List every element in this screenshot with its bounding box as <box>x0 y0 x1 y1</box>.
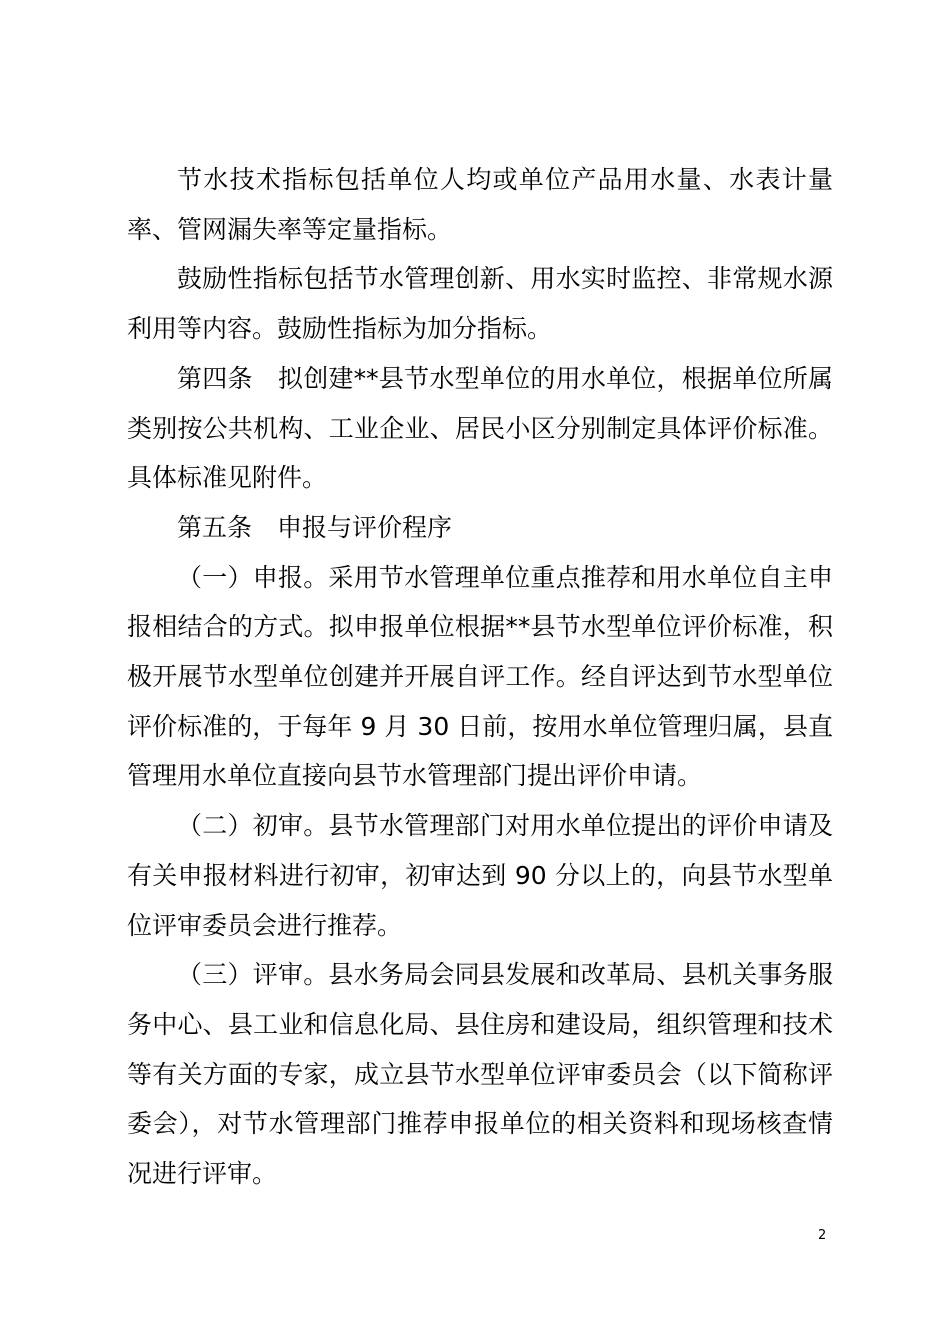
document-body <box>127 155 833 1199</box>
paragraph-application: （一）申报。采用节水管理单位重点推荐和用水单位自主申报相结合的方式。拟申报单位根据**县节水型单位评价标准，积极开展节水型单位创建并开展自评工作。经自评达到节水型单位评价标准的，于每年 9 月 30 日前，按用水单位管理归属，县直管理用水单位直接向县节水管理部门提出评价申请。 <box>127 562 833 791</box>
paragraph-preliminary-review: （二）初审。县节水管理部门对用水单位提出的评价申请及有关申报材料进行初审，初审达到 90 分以上的，向县节水型单位评审委员会进行推荐。 <box>127 811 833 940</box>
paragraph-incentive-indicators: 鼓励性指标包括节水管理创新、用水实时监控、非常规水源利用等内容。鼓励性指标为加分指标。 <box>127 264 833 344</box>
paragraph-water-saving-technical-indicators: 节水技术指标包括单位人均或单位产品用水量、水表计量率、管网漏失率等定量指标。 <box>127 165 833 244</box>
page-number: 2 <box>818 1228 827 1243</box>
paragraph-article-4: 第四条 拟创建**县节水型单位的用水单位，根据单位所属类别按公共机构、工业企业、居民小区分别制定具体评价标准。具体标准见附件。 <box>127 363 833 493</box>
paragraph-evaluation: （三）评审。县水务局会同县发展和改革局、县机关事务服务中心、县工业和信息化局、县住房和建设局，组织管理和技术等有关方面的专家，成立县节水型单位评审委员会（以下简称评委会），对节水管理部门推荐申报单位的相关资料和现场核查情况进行评审。 <box>127 960 833 1189</box>
paragraph-article-5-heading: 第五条 申报与评价程序 <box>177 512 453 542</box>
